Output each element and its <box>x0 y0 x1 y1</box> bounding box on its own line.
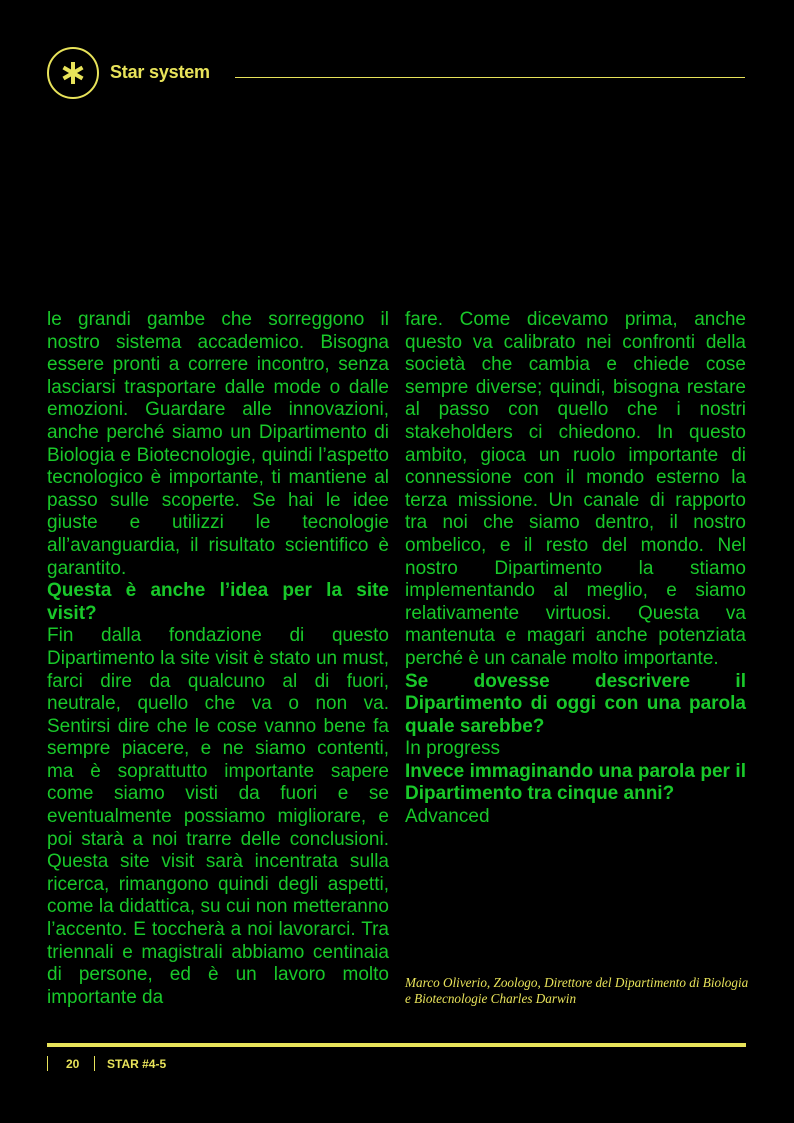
footer-divider <box>47 1056 48 1071</box>
footer-divider <box>94 1056 95 1071</box>
answer: In progress <box>405 738 501 760</box>
issue-label: STAR #4-5 <box>107 1057 167 1071</box>
left-column <box>47 309 389 1009</box>
paragraph: Fin dalla fondazione di questo Dipartimento la site visit è stato un must, farci dire da qualcuno al di fuori, neutrale, quello che va o non va. Sentirsi dire che le cose vanno bene fa sempre piacere, e ne siamo contenti, ma è soprattutto importante sapere come siamo visti da fuori e se eventualmente possiamo migliorare, e poi starà a noi trarre delle conclusioni. Questa site visit sarà incentrata sulla ricerca, rimangono quindi degli aspetti, come la didattica, su cui non metteranno l’accento. E toccherà a noi lavorarci. Tra triennali e magistrali abbiamo centinaia di persone, ed è un lavoro molto importante da <box>47 625 389 1008</box>
interview-question: Se dovesse descrivere il Dipartimento di oggi con una parola quale sarebbe? <box>405 670 746 737</box>
section-badge <box>47 47 99 99</box>
interview-question: Invece immaginando una parola per il Dipartimento tra cinque anni? <box>405 760 746 805</box>
page-number: 20 <box>66 1057 80 1071</box>
page-header <box>47 47 745 103</box>
interview-question: Questa è anche l’idea per la site visit? <box>47 580 389 624</box>
answer: Advanced <box>405 806 490 828</box>
footer-rule <box>47 1043 746 1047</box>
right-column <box>405 309 746 829</box>
interviewee-caption: Marco Oliverio, Zoologo, Direttore del Dipartimento di Biologia e Biotecnologie Charles Darwin <box>405 975 749 1006</box>
paragraph: fare. Come dicevamo prima, anche questo va calibrato nei confronti della società che cambia e chiede cose sempre diverse; quindi, bisogna restare al passo con quello che i nostri stakeholders ci chiedono. In questo ambito, gioca un ruolo importante di connessione con il mondo esterno la terza missione. Un canale di rapporto tra noi che siamo dentro, il nostro ombelico, e il resto del mondo. Nel nostro Dipartimento la stiamo implementando al meglio, e siamo relativamente virtuosi. Questa va mantenuta e magari anche potenziata perché è un canale molto importante. <box>405 309 746 669</box>
asterisk-icon <box>60 60 86 86</box>
section-title: Star system <box>110 62 210 82</box>
paragraph: le grandi gambe che sorreggono il nostro sistema accademico. Bisogna essere pronti a correre incontro, senza lasciarsi trasportare dalle mode o dalle emozioni. Guardare alle innovazioni, anche perché siamo un Dipartimento di Biologia e Biotecnologie, quindi l’aspetto tecnologico è importante, ti mantiene al passo sulle scoperte. Se hai le idee giuste e utilizzi le tecnologie all’avanguardia, il risultato scientifico è garantito. <box>47 309 389 579</box>
header-rule <box>235 77 745 78</box>
